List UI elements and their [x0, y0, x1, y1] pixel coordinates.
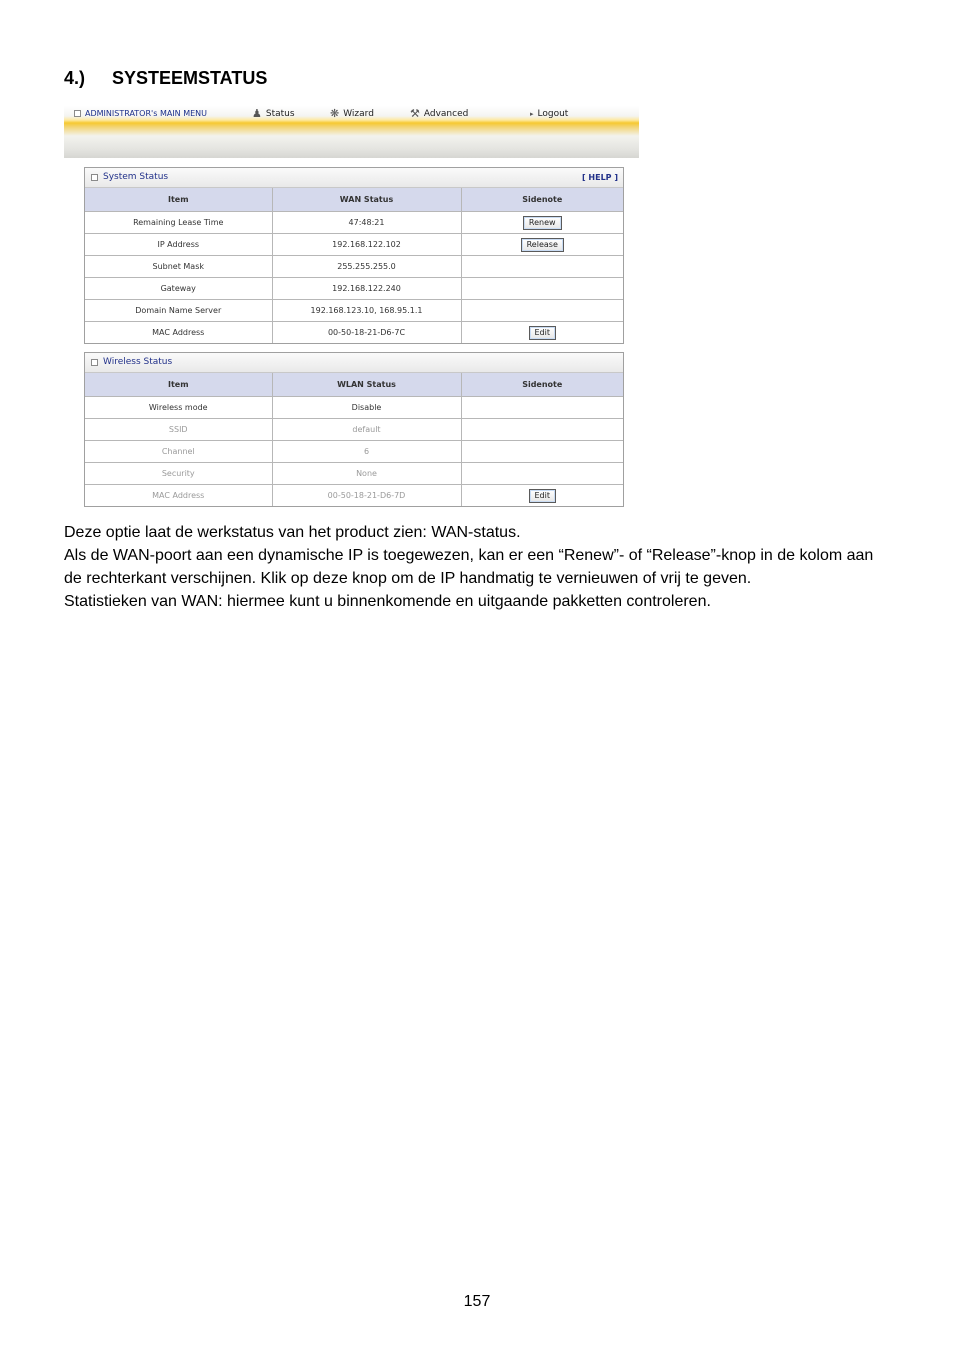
table-row	[85, 463, 623, 485]
table-row	[85, 322, 623, 344]
sidenote-cell	[461, 485, 623, 507]
value-cell: default	[272, 419, 461, 441]
main-menu-label: ADMINISTRATOR's MAIN MENU	[85, 109, 207, 118]
column-header: Item	[85, 188, 272, 212]
wireless-status-title-wrap	[91, 357, 172, 367]
table-header-row	[85, 188, 623, 212]
section-number: 4.)	[64, 68, 86, 88]
table-row	[85, 212, 623, 234]
menu-label-status: Status	[265, 109, 295, 119]
wireless-status-header	[85, 353, 623, 373]
value-cell: 255.255.255.0	[272, 256, 461, 278]
table-row	[85, 441, 623, 463]
menu-item-status[interactable]	[252, 109, 295, 119]
value-cell: 192.168.122.240	[272, 278, 461, 300]
advanced-icon: ⚒	[410, 107, 420, 120]
sidenote-cell	[461, 278, 623, 300]
sidenote-cell	[461, 463, 623, 485]
value-cell: None	[272, 463, 461, 485]
item-cell: Gateway	[85, 278, 272, 300]
menu-label-wizard: Wizard	[343, 109, 374, 119]
description-text	[64, 521, 894, 613]
sidenote-cell	[461, 300, 623, 322]
help-link[interactable]: [ HELP ]	[581, 173, 618, 182]
column-header: Sidenote	[461, 373, 623, 397]
item-cell: Subnet Mask	[85, 256, 272, 278]
main-menu-bar	[64, 106, 639, 158]
sidenote-cell	[461, 234, 623, 256]
value-cell: 192.168.122.102	[272, 234, 461, 256]
section-title: SYSTEEMSTATUS	[112, 68, 268, 88]
column-header: WAN Status	[272, 188, 461, 212]
system-status-title: System Status	[103, 172, 169, 182]
edit-wlan-mac-button[interactable]: Edit	[529, 489, 557, 503]
item-cell: IP Address	[85, 234, 272, 256]
sidenote-cell	[461, 212, 623, 234]
sidenote-cell	[461, 397, 623, 419]
sidenote-cell	[461, 322, 623, 344]
system-status-panel	[84, 167, 624, 344]
table-row	[85, 234, 623, 256]
item-cell: SSID	[85, 419, 272, 441]
menu-item-logout[interactable]	[530, 109, 568, 119]
item-cell: MAC Address	[85, 322, 272, 344]
value-cell: Disable	[272, 397, 461, 419]
value-cell: 00-50-18-21-D6-7C	[272, 322, 461, 344]
table-row	[85, 397, 623, 419]
edit-mac-button[interactable]: Edit	[529, 326, 557, 340]
column-header: Sidenote	[461, 188, 623, 212]
value-cell: 47:48:21	[272, 212, 461, 234]
wireless-status-title: Wireless Status	[103, 357, 173, 367]
wireless-status-table	[85, 373, 623, 506]
table-header-row	[85, 373, 623, 397]
wizard-icon: ❋	[330, 107, 340, 120]
menu-label-logout: Logout	[537, 109, 569, 119]
square-icon	[91, 174, 98, 181]
sidenote-cell	[461, 256, 623, 278]
wireless-status-panel	[84, 352, 624, 507]
value-cell: 192.168.123.10, 168.95.1.1	[272, 300, 461, 322]
table-row	[85, 278, 623, 300]
item-cell: Security	[85, 463, 272, 485]
router-screenshot	[64, 106, 639, 510]
system-status-title-wrap	[91, 172, 168, 182]
arrow-icon: ▸	[530, 110, 534, 118]
main-menu-title	[74, 109, 207, 118]
paragraph: Als de WAN-poort aan een dynamische IP is toegewezen, kan er een “Renew”- of “Release”-knop in de kolom aan de rechterkant verschijnen. Klik op deze knop om de IP handmatig te vernieuwen of vrij te geven.	[64, 547, 874, 587]
column-header: WLAN Status	[272, 373, 461, 397]
release-button[interactable]: Release	[521, 238, 564, 252]
square-icon	[74, 110, 81, 117]
sidenote-cell	[461, 441, 623, 463]
menu-item-advanced[interactable]	[410, 109, 468, 119]
paragraph: Statistieken van WAN: hiermee kunt u binnenkomende en uitgaande pakketten controleren.	[64, 593, 711, 610]
item-cell: MAC Address	[85, 485, 272, 507]
value-cell: 00-50-18-21-D6-7D	[272, 485, 461, 507]
table-row	[85, 485, 623, 507]
system-status-table	[85, 188, 623, 343]
table-row	[85, 300, 623, 322]
paragraph: Deze optie laat de werkstatus van het product zien: WAN-status.	[64, 524, 521, 541]
item-cell: Channel	[85, 441, 272, 463]
status-icon: ♟	[252, 107, 262, 120]
sidenote-cell	[461, 419, 623, 441]
column-header: Item	[85, 373, 272, 397]
section-heading	[64, 68, 267, 89]
system-status-header	[85, 168, 623, 188]
item-cell: Remaining Lease Time	[85, 212, 272, 234]
renew-button[interactable]: Renew	[523, 216, 562, 230]
page-number: 157	[463, 1293, 491, 1310]
menu-label-advanced: Advanced	[423, 109, 469, 119]
value-cell: 6	[272, 441, 461, 463]
item-cell: Domain Name Server	[85, 300, 272, 322]
item-cell: Wireless mode	[85, 397, 272, 419]
table-row	[85, 419, 623, 441]
table-row	[85, 256, 623, 278]
square-icon	[91, 359, 98, 366]
menu-item-wizard[interactable]	[330, 109, 374, 119]
